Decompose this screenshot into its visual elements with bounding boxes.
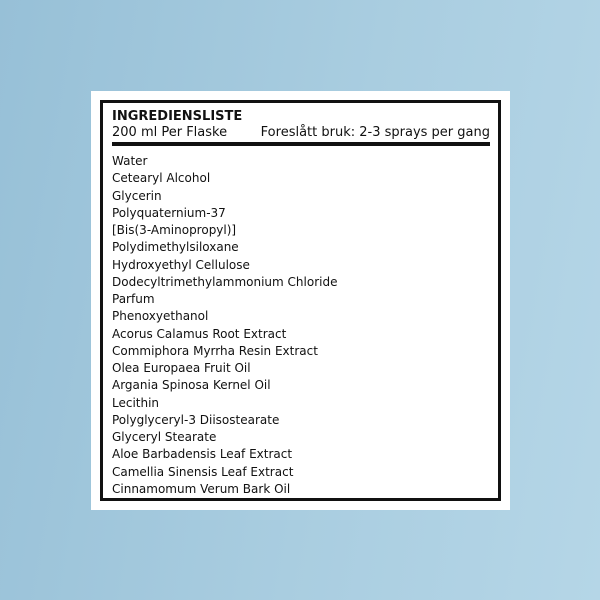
ingredient-item: Cinnamomum Verum Bark Oil: [112, 481, 291, 496]
ingredient-item: Glyceryl Stearate: [112, 430, 217, 444]
ingredient-item: Polyglyceryl-3 Diisostearate: [112, 412, 280, 427]
ingredient-item: Commiphora Myrrha Resin Extract: [112, 343, 318, 358]
label-card: [91, 91, 510, 510]
header-divider: [112, 142, 490, 146]
ingredient-item: Parfum: [112, 292, 155, 306]
ingredient-item: Acorus Calamus Root Extract: [112, 326, 287, 341]
ingredient-item: Cetearyl Alcohol: [112, 171, 211, 186]
ingredient-item: Glycerin: [112, 188, 162, 203]
ingredient-label: [100, 100, 501, 501]
ingredient-list: [112, 153, 498, 498]
ingredient-item: Hydroxyethyl Cellulose: [112, 257, 250, 272]
volume-text: 200 ml Per Flaske: [112, 125, 228, 140]
ingredient-item: Aloe Barbadensis Leaf Extract: [112, 447, 293, 462]
usage-text: Foreslått bruk: 2-3 sprays per gang: [260, 125, 490, 140]
ingredient-item: Lecithin: [112, 395, 160, 410]
ingredient-item: Phenoxyethanol: [112, 309, 209, 324]
ingredient-item: Camellia Sinensis Leaf Extract: [112, 464, 294, 479]
ingredient-item: Polydimethylsiloxane: [112, 240, 239, 255]
ingredient-item: Dodecyltrimethylammonium Chloride: [112, 274, 338, 289]
ingredient-item: Water: [112, 154, 148, 168]
ingredient-item: Polyquaternium-37: [112, 205, 226, 220]
label-subheader: [112, 125, 490, 141]
ingredient-item: Argania Spinosa Kernel Oil: [112, 378, 271, 393]
ingredient-item: [Bis(3-Aminopropyl)]: [112, 223, 237, 237]
label-title: INGREDIENSLISTE: [112, 109, 243, 124]
ingredient-item: Olea Europaea Fruit Oil: [112, 361, 251, 375]
